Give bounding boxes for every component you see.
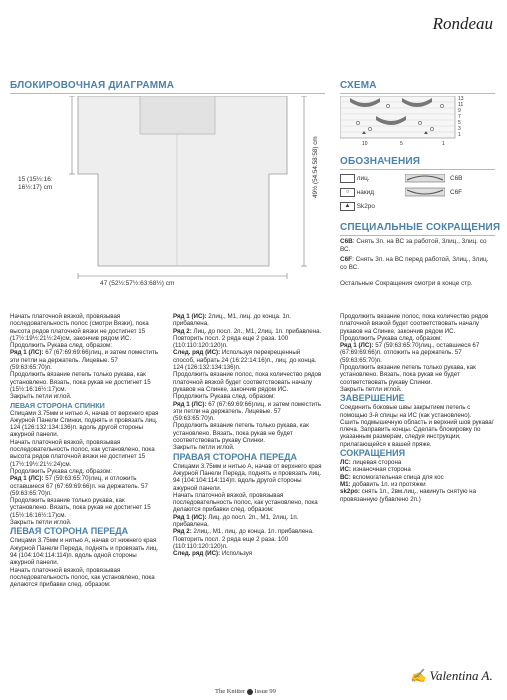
- legend-c6b-label: C6B: [450, 175, 463, 182]
- instruction-paragraph: [10, 349, 160, 371]
- instruction-paragraph: Закрыть петли иглой.: [10, 519, 72, 527]
- legend-knit-label: лиц.: [356, 175, 370, 183]
- row-label: Ряд 1 (ЛС):: [173, 400, 207, 408]
- row-text: 2лиц., М1, лиц. до конца. 1п. прибавлена.: [173, 313, 293, 328]
- row-text: снять 1п., 2вм.лиц., накинуть снятую на провязанную (убавлено 2п.): [340, 488, 478, 503]
- section-heading: ЛЕВАЯ СТОРОНА ПЕРЕДА: [10, 526, 129, 537]
- row-label: М1:: [340, 480, 351, 488]
- instruction-paragraph: Начать платочной вязкой, провязывая последовательность полос, как установлено, пока делаются прибавки след. образом:: [10, 566, 157, 589]
- text-column-2: [173, 313, 323, 558]
- row-label: ИС:: [340, 466, 351, 474]
- footer-issue: Issue 99: [254, 688, 276, 695]
- signature: [410, 668, 493, 684]
- section-heading: ЛЕВАЯ СТОРОНА СПИНКИ: [10, 400, 105, 410]
- schematic-rule: [10, 93, 325, 94]
- instruction-paragraph: Начать платочной вязкой, провязывая последовательность полос (смотри Вязки), пока высота рядов платочной вязки не достигнет 15 (17½:19½:21½:24)см, закончив рядом ИС.: [10, 313, 151, 342]
- instruction-paragraph: Продолжить вязание полос, пока количество рядов платочной вязкой будет соответствовать началу рукавов на Спинке, закончив рядом ИС.: [340, 313, 490, 335]
- legend-rule: [340, 169, 495, 170]
- legend-yo-label: накид: [356, 189, 374, 197]
- block-diagram: [10, 96, 328, 296]
- legend-c6f-label: C6F: [450, 189, 463, 196]
- width-label: 47 (52½:57½:63:68½) cm: [100, 280, 175, 287]
- instruction-paragraph: Продолжить Рукава след. образом:: [10, 467, 113, 475]
- pen-icon: ✍: [410, 668, 427, 683]
- row-number: 13: [458, 96, 464, 102]
- section-heading: ЗАВЕРШЕНИЕ: [340, 393, 405, 404]
- row-label: Ряд 2:: [173, 528, 192, 536]
- instruction-paragraph: Спицами 3.75мм и нитью А, начав от нижнего края Ажурной Панели Переда, поднять и провязать лиц. 94 (104:104:114:114)п. вдоль одной стороны ажурной панели.: [10, 537, 161, 567]
- instruction-paragraph: [173, 550, 323, 557]
- footer-dot-icon: [247, 689, 253, 695]
- row-label: ВС:: [340, 473, 351, 481]
- legend-sk2po-label: Sk2po: [356, 203, 375, 211]
- instruction-paragraph: [340, 342, 495, 364]
- col-number: 10: [362, 141, 368, 147]
- instruction-paragraph: Закрыть петли иглой.: [10, 393, 72, 401]
- row-text: добавить 1п. из протяжки: [350, 480, 426, 488]
- legend-heading: ОБОЗНАЧЕНИЯ: [340, 156, 421, 167]
- chart-heading: СХЕМА: [340, 80, 377, 91]
- row-text: Используя: [220, 550, 253, 558]
- row-text: Используя перекрещенный способ, набрать 24 (16:22:14:16)п., лиц. до конца. 124 (126:132:134:136)п.: [173, 349, 319, 372]
- legend-knit: [340, 174, 370, 183]
- instruction-paragraph: Продолжить вязание петель только рукава, как установлено. Вязать, пока рукав не будет соответствовать рукаву Спинки.: [173, 422, 311, 445]
- col-number: 1: [442, 141, 445, 147]
- instruction-paragraph: Продолжить вязание петель только рукава, как установлено. Вязать, пока рукав не достигнет 15 (15½:16:16½:17)см.: [10, 371, 153, 393]
- section-heading: СОКРАЩЕНИЯ: [340, 448, 406, 459]
- instruction-paragraph: [173, 401, 323, 423]
- instruction-paragraph: Продолжить Рукава след. образом:: [340, 334, 443, 342]
- special-note: Остальные Сокращения смотри в конце стр.: [340, 280, 473, 287]
- row-label: Ряд 1 (ЛС):: [340, 342, 374, 350]
- instruction-paragraph: Начать платочной вязкой, провязывая последовательность полос, как установлено, пока высота рядов платочной вязки не достигнет 15 (17½:19½:21½:24)см.: [10, 438, 157, 468]
- row-number: 9: [458, 108, 461, 114]
- instruction-paragraph: [173, 313, 323, 328]
- instruction-paragraph: Продолжить вязание только рукава, как установлено. Вязать, пока рукав не достигнет 15 (15½:16:16½:17)см.: [10, 497, 153, 519]
- special-heading: СПЕЦИАЛЬНЫЕ СОКРАЩЕНИЯ: [340, 222, 501, 233]
- length-label: 49½ (54:54:58:58) cm: [312, 136, 319, 198]
- instruction-paragraph: [173, 514, 323, 529]
- row-text: 57 (59:63:65:70)лиц, и отложить оставшиеся 67 (67:69:69:66)п. на держатель. 57 (59:63:65:70)п.: [10, 475, 150, 497]
- row-text: 2лиц., М1, лиц. до конца. 1п. прибавлена.: [191, 528, 314, 536]
- row-label: Ряд 1 (ИС):: [173, 513, 207, 521]
- page-title: Rondeau: [432, 14, 493, 33]
- instruction-paragraph: Продолжить вязание полос, пока количество рядов платочной вязкой будет соответствовать началу рукавов на Спинке, закончив рядом ИС.: [173, 371, 323, 393]
- sleeve-width-text: 15 (15½:16:: [18, 176, 53, 183]
- instruction-paragraph: [340, 488, 495, 503]
- c6f-text: : Снять 3п. на ВС перед работой, 3лиц., 3лиц. со ВС.: [340, 256, 489, 271]
- special-rule: [340, 235, 495, 236]
- row-text: Лиц. до посл. 2п., М1, 2лиц. 1п. прибавлена.: [191, 327, 322, 335]
- special-c6f: [340, 256, 490, 272]
- row-number: 3: [458, 126, 461, 132]
- c6f-key: C6F: [340, 256, 353, 263]
- row-text: 67 (67:69:69:66)лиц, и затем поместить эти петли на держатель. Лицевые. 57 (59:63:65:70)п.: [173, 400, 323, 423]
- instruction-paragraph: [340, 481, 495, 488]
- signature-text: Valentina A.: [429, 668, 493, 683]
- instruction-paragraph: Спицами 3.75мм и нитью А, начав от верхнего края Ажурной Панели Спинки, поднять и провязать лиц. 124 (126:132:134:136)п. вдоль другой стороны ажурной панели.: [10, 409, 161, 439]
- cable-symbols: [405, 174, 445, 198]
- instruction-paragraph: [173, 328, 323, 335]
- schematic-heading: БЛОКИРОВОЧНАЯ ДИАГРАММА: [10, 80, 175, 91]
- instruction-paragraph: Закрыть петли иглой.: [340, 385, 402, 393]
- row-label: След. ряд (ИС):: [173, 550, 221, 558]
- row-number: 1: [458, 132, 461, 138]
- section-heading: ПРАВАЯ СТОРОНА ПЕРЕДА: [173, 451, 298, 462]
- row-label: След. ряд (ИС):: [173, 349, 221, 357]
- instruction-paragraph: Продолжить Рукава след. образом:: [173, 393, 276, 401]
- chart-rule: [340, 93, 495, 94]
- instruction-paragraph: Спицами 3.75мм и нитью А, начав от верхнего края Ажурной Панели Переда, поднять и провязать лиц. 94 (104:104:114:114)п. вдоль другой стороны ажурной панели.: [173, 462, 324, 492]
- row-label: Ряд 1 (ЛС):: [10, 475, 44, 483]
- page-footer: [215, 688, 276, 695]
- c6b-key: C6B: [340, 238, 353, 245]
- instruction-paragraph: [10, 475, 160, 497]
- row-text: вспомогательная спица для кос: [350, 473, 444, 481]
- row-label: ЛС:: [340, 459, 351, 467]
- row-number: 7: [458, 114, 461, 120]
- instruction-paragraph: [173, 528, 323, 535]
- text-column-3: [340, 313, 495, 503]
- row-text: 67 (67:69:69:66)лиц, и затем поместить эти петли на держатель. Лицевые. 57 (59:63:65:70)п.: [10, 349, 160, 372]
- row-number: 11: [458, 102, 464, 108]
- footer-magazine: The Knitter: [215, 688, 246, 695]
- stitch-chart: [340, 96, 456, 140]
- row-text: лицевая сторона: [350, 459, 402, 467]
- row-text: Лиц. до посл. 2п., М1, 2лиц. 1п. прибавлена.: [173, 513, 301, 529]
- row-text: 57 (59:63:65:70)лиц., оставшиеся 67 (67:69:69:66)п. отложить на держатель. 57 (59:63:65:70)п.: [340, 342, 482, 364]
- instruction-paragraph: Начать платочной вязкой, провязывая последовательность полос, как установлено, пока делаются прибавки след. образом:: [173, 491, 320, 514]
- legend-sk2po: [340, 202, 375, 211]
- instruction-paragraph: Продолжить вязание петель только рукава, как установлено. Вязать, пока рукав не будет соответствовать рукаву Спинки.: [340, 364, 478, 386]
- row-number: 5: [458, 120, 461, 126]
- row-label: Ряд 2:: [173, 327, 192, 335]
- instruction-paragraph: [173, 349, 323, 371]
- row-label: Ряд 1 (ЛС):: [10, 349, 44, 357]
- chart-row-numbers: [458, 96, 464, 138]
- instruction-paragraph: Повторить посл. 2 ряда еще 2 раза. 100 (110:110:120:120)п.: [173, 334, 290, 350]
- col-number: 5: [400, 141, 403, 147]
- sleeve-width-text-2: 16½:17) cm: [18, 184, 53, 191]
- text-column-1: [10, 313, 160, 588]
- instruction-paragraph: [340, 466, 495, 473]
- row-label: sk2po:: [340, 488, 360, 496]
- c6b-text: : Снять 3п. на ВС за работой, 3лиц., 3лиц. со ВС.: [340, 238, 487, 253]
- instruction-paragraph: Продолжить Рукава след. образом:: [10, 342, 113, 350]
- sleeve-width-label: [18, 176, 53, 192]
- sk2po-icon: ▲: [340, 202, 355, 211]
- row-text: изнаночная сторона: [350, 466, 411, 474]
- instruction-paragraph: [340, 459, 495, 466]
- instruction-paragraph: Повторить посл. 2 ряда еще 2 раза. 100 (110:110:120:120)п.: [173, 535, 290, 550]
- special-c6b: [340, 238, 490, 254]
- instruction-paragraph: [340, 474, 495, 481]
- legend-yo: [340, 188, 374, 197]
- row-label: Ряд 1 (ИС):: [173, 313, 207, 320]
- knit-symbol-icon: [340, 174, 355, 183]
- instruction-paragraph: Закрыть петли иглой.: [173, 444, 235, 452]
- instruction-paragraph: Сшить подмышечную область и верхний шов рукава/плеча. Заправить концы. Сделать блокировку по указанным размерам, следуя инструкции, прилагающейся к вашей пряже.: [340, 418, 494, 448]
- instruction-paragraph: Соединить боковые швы закрытием петель с помощью 3-й спицы на ИС (как установлено).: [340, 404, 472, 419]
- yarn-over-icon: ○: [340, 188, 355, 197]
